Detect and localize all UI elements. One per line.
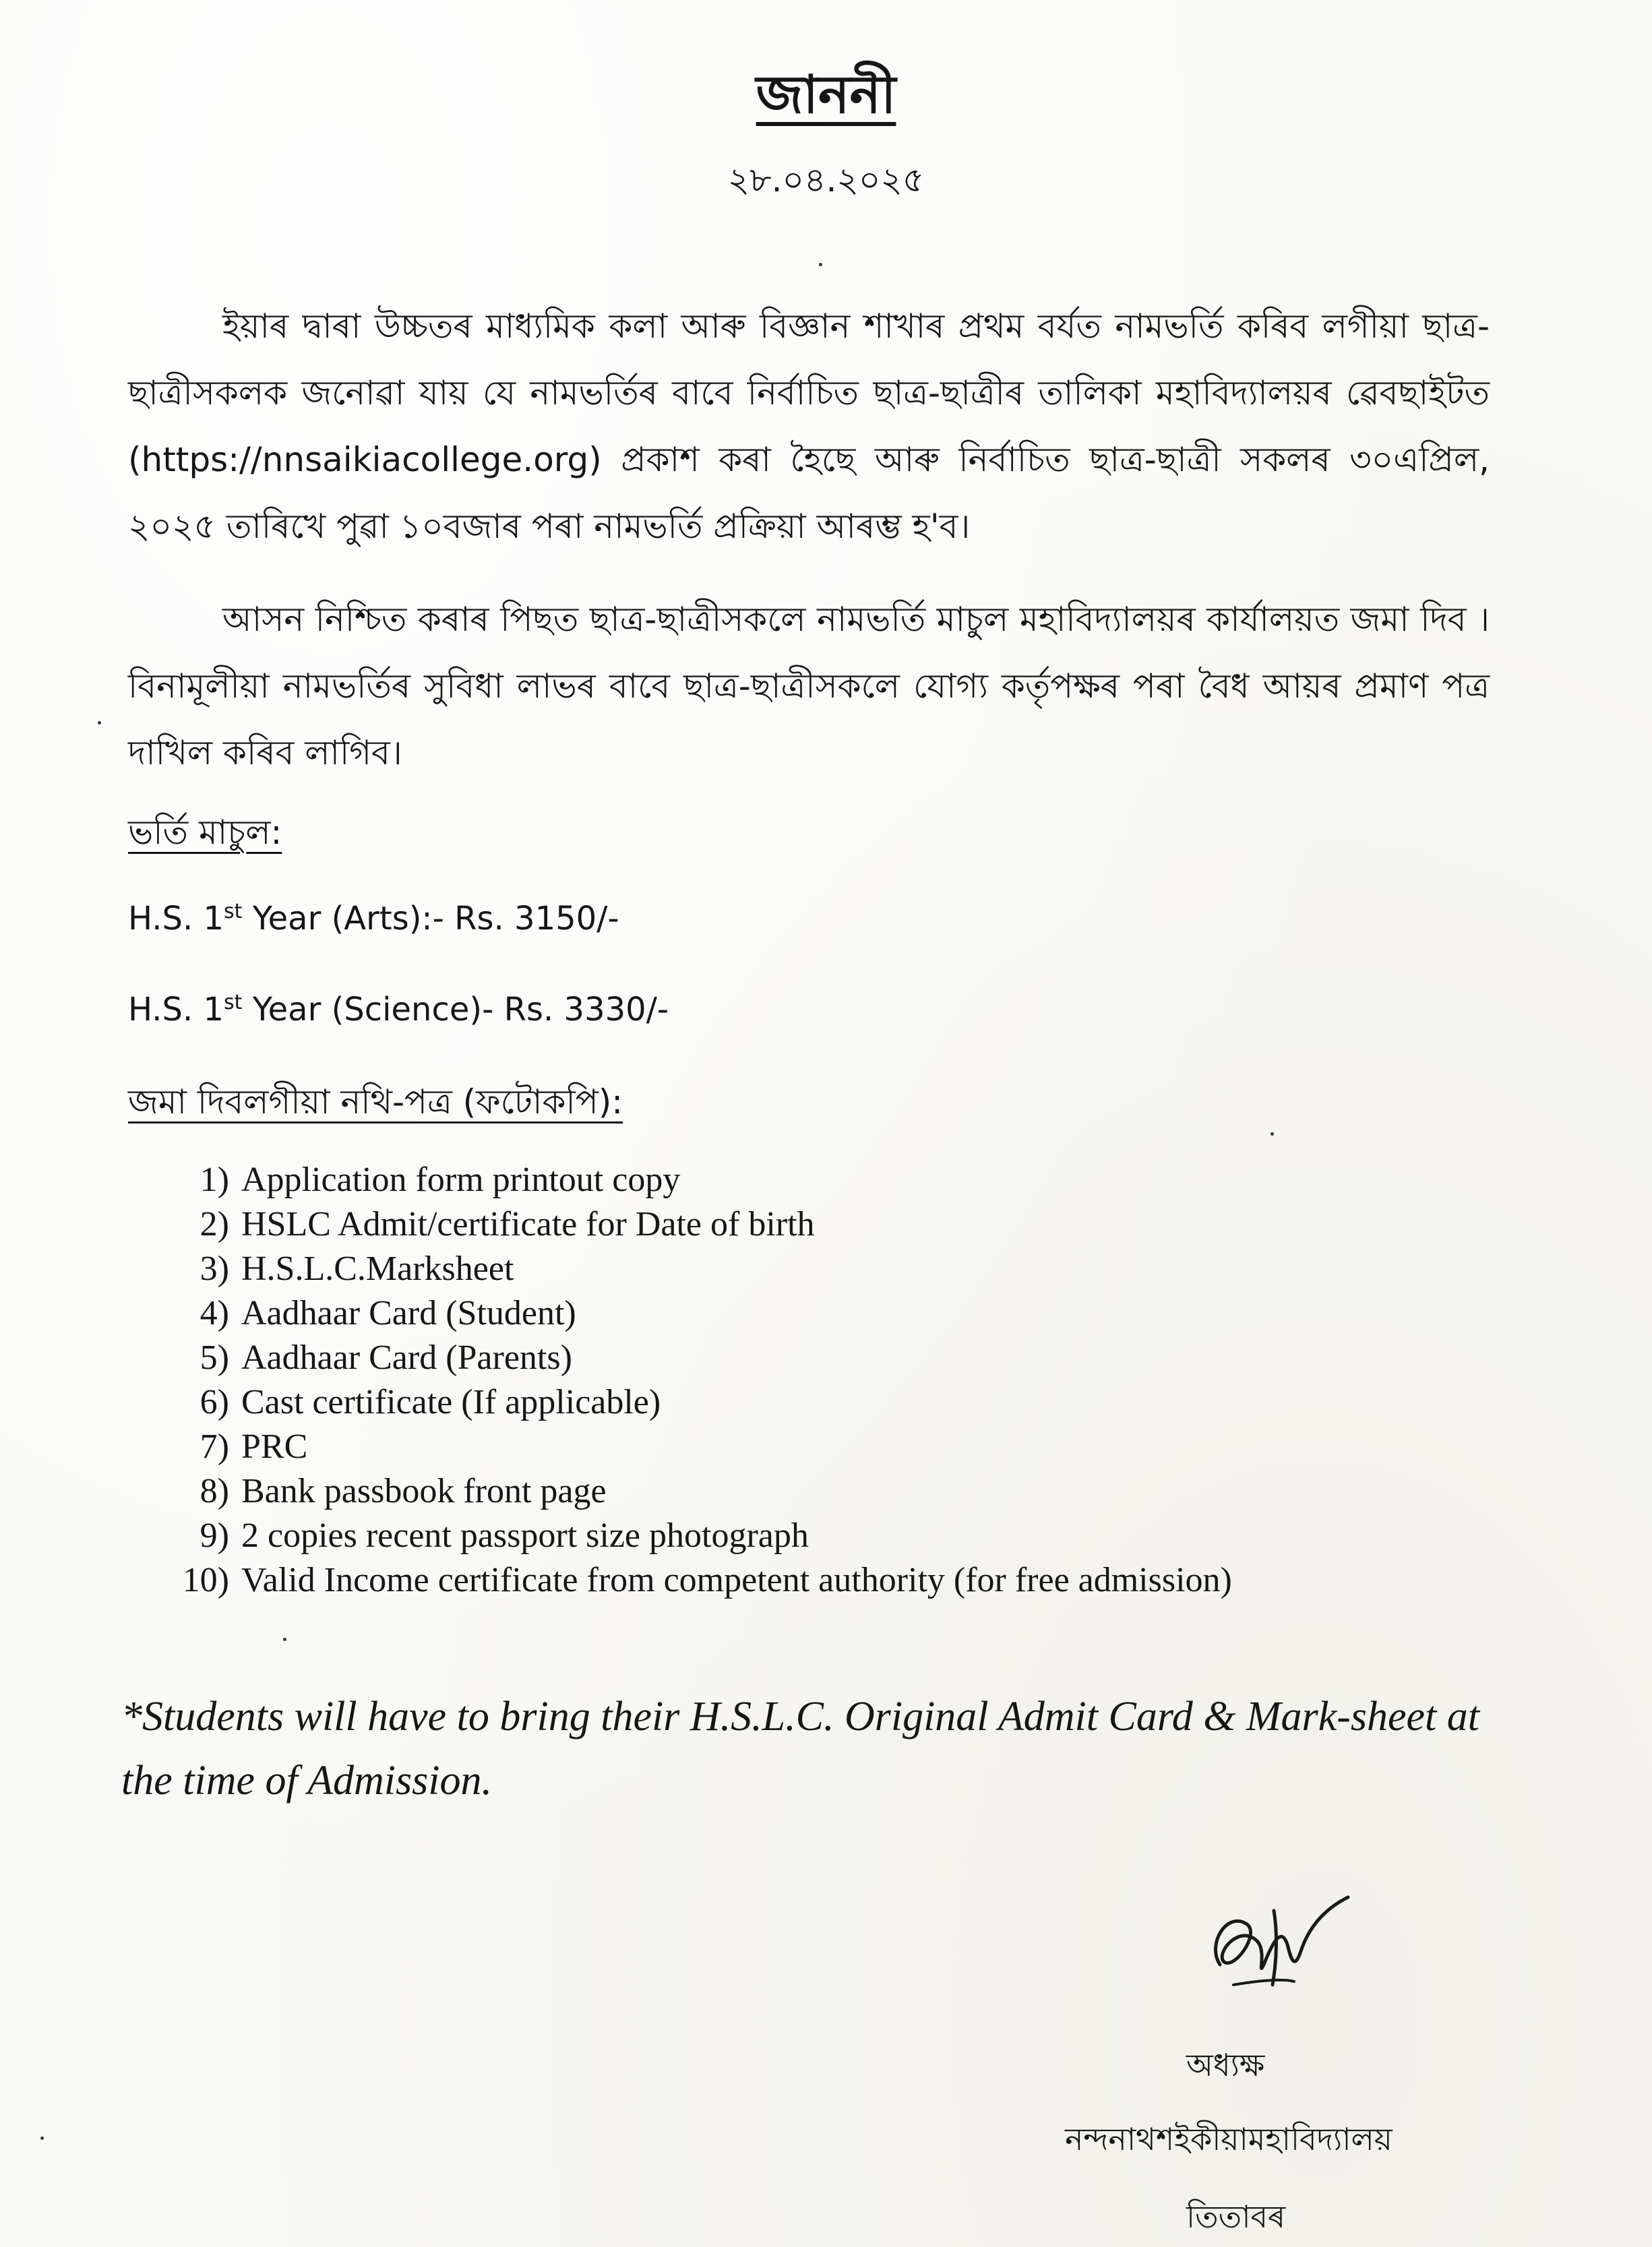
paragraph-fee-deposit: আসন নিশ্চিত কৰাৰ পিছত ছাত্ৰ-ছাত্ৰীসকলে নামভৰ্তি মাচুল মহাবিদ্যালয়ৰ কাৰ্যালয়ত জমা দিব । বিনামূলীয়া নামভৰ্তিৰ সুবিধা লাভৰ বাবে ছাত্ৰ-ছাত্ৰীসকলে যোগ্য কৰ্তৃপক্ষৰ পৰা বৈধ আয়ৰ প্ৰমাণ পত্ৰ দাখিল কৰিব লাগিব। xyxy=(128,600,1490,772)
signatory-designation: অধ্যক্ষ xyxy=(1186,2047,1265,2083)
fee-arts: H.S. 1st Year (Arts):- Rs. 3150/- xyxy=(128,900,619,937)
fee-heading: ভৰ্তি মাচুল: xyxy=(128,813,282,852)
documents-heading: জমা দিবলগীয়া নথি-পত্ৰ (ফটোকপি): xyxy=(128,1082,623,1121)
notice-date: ২৮.০৪.২০২৫ xyxy=(727,160,925,199)
list-item: 3) H.S.L.C.Marksheet xyxy=(200,1250,514,1288)
principal-signature xyxy=(1193,1884,1355,1998)
signatory-college: নন্দনাথশইকীয়ামহাবিদ্যালয় xyxy=(1065,2121,1393,2157)
paragraph-admission-announcement: ইয়াৰ দ্বাৰা উচ্চতৰ মাধ্যমিক কলা আৰু বিজ্ঞান শাখাৰ প্ৰথম বৰ্যত নামভৰ্তি কৰিব লগীয়া ছাত্ৰ-ছাত্ৰীসকলক জনোৱা যায় যে নামভৰ্তিৰ বাবে নিৰ্বাচিত ছাত্ৰ-ছাত্ৰীৰ তালিকা মহাবিদ্যালয়ৰ ৱেবছাইটত (https://nnsaikiacollege.org) প্ৰকাশ কৰা হৈছে আৰু নিৰ্বাচিত ছাত্ৰ-ছাত্ৰী সকলৰ ৩০এপ্ৰিল, ২০২৫ তাৰিখে পুৱা ১০বজাৰ পৰা নামভৰ্তি প্ৰক্ৰিয়া আৰম্ভ হ'ব। xyxy=(128,307,1490,546)
list-item: 4) Aadhaar Card (Student) xyxy=(200,1294,576,1332)
fee-science: H.S. 1st Year (Science)- Rs. 3330/- xyxy=(128,991,669,1028)
paper-speck xyxy=(819,263,822,266)
paper-speck xyxy=(40,2136,44,2140)
signatory-place: তিতাবৰ xyxy=(1186,2198,1286,2235)
list-item: 6) Cast certificate (If applicable) xyxy=(200,1383,661,1421)
paper-speck xyxy=(1271,1132,1274,1136)
documents-list xyxy=(175,1158,1232,1603)
list-item: 1) Application form printout copy xyxy=(200,1161,681,1199)
notice-title: জাননী xyxy=(756,65,896,125)
list-item: 9) 2 copies recent passport size photograph xyxy=(200,1516,809,1555)
paper-speck xyxy=(98,721,101,725)
list-item: 2) HSLC Admit/certificate for Date of birth xyxy=(200,1205,815,1243)
original-documents-note: *Students will have to bring their H.S.L.C. Original Admit Card & Mark-sheet at the time of Admission. xyxy=(121,1694,1479,1804)
paper-speck xyxy=(283,1638,286,1641)
list-item: 7) PRC xyxy=(200,1427,308,1466)
list-item: 5) Aadhaar Card (Parents) xyxy=(200,1338,572,1377)
list-item: 10) Valid Income certificate from competent authority (for free admission) xyxy=(182,1561,1232,1599)
list-item: 8) Bank passbook front page xyxy=(200,1472,607,1510)
